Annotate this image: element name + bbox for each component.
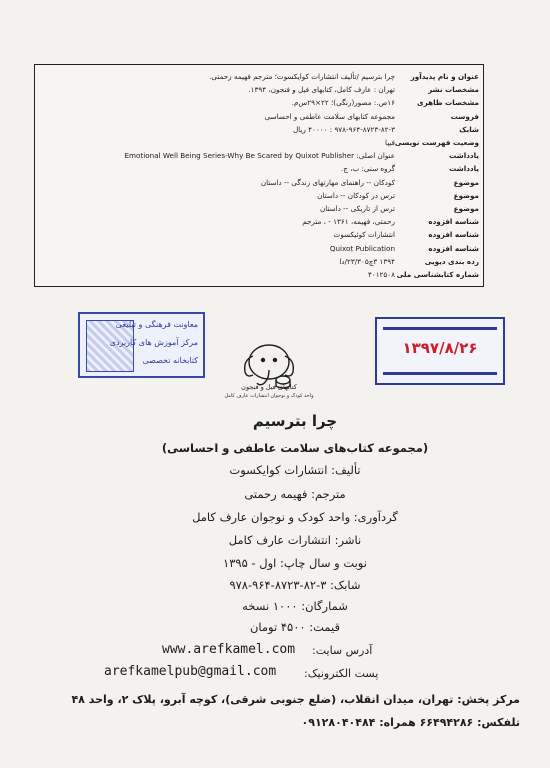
catalog-label: شناسه افزوده [428,217,479,227]
edition-line: نوبت و سال چاپ: اول - ۱۳۹۵ [223,556,367,570]
website-link[interactable]: www.arefkamel.com [162,642,296,657]
date-stamp [375,317,505,385]
catalog-row [35,124,483,136]
catalog-value: Quixot Publication [329,243,395,253]
email-label: پست الکترونیک: [304,667,379,680]
catalog-row [35,137,483,149]
catalog-value: کودکان -- راهنمای مهارتهای زندگی -- داستان [260,177,395,187]
stamp-bar [383,372,497,375]
stamp-line: معاونت فرهنگی و تبلیغی [115,320,198,329]
catalog-row [35,111,483,123]
catalog-value: رحمتی، فهیمه، ۱۳۶۱ - ، مترجم [302,217,395,227]
catalog-label: وضعیت فهرست نویسی [394,138,479,147]
catalog-value: عنوان اصلی: Emotional Well Being Series-Why Be Scared by Quixot Publisher [124,151,395,161]
catalog-label: یادداشت [449,164,479,174]
catalog-label: شناسه افزوده [428,243,479,253]
catalog-value: ۱۳۹۴ ۳چ۲۳/۳۰۵/دا [339,256,395,266]
catalog-value: تهران : عارف کامل، کتابهای فیل و فنجون، ۱۳۹۴. [248,85,395,95]
print-run-line: شمارگان: ۱۰۰۰ نسخه [242,599,348,613]
catalog-row [35,243,483,255]
catalog-row [35,177,483,189]
stamp-date: ۱۳۹۷/۸/۲۶ [402,339,478,357]
catalog-row [35,269,483,281]
author-line: تألیف: انتشارات کوایکسوت [229,463,361,477]
stamp-line: مرکز آموزش های کاربردی [109,338,198,347]
cataloging-box [34,64,484,287]
catalog-label: شابک [459,124,479,134]
stamp-line: کتابخانه تخصصی [142,356,198,365]
catalog-row [35,229,483,241]
catalog-row [35,216,483,228]
catalog-row [35,97,483,109]
phone-line: تلفکس: ۶۶۴۹۴۲۸۶ همراه: ۰۹۱۲۸۰۴۰۴۸۴ [301,716,520,729]
translator-line: مترجم: فهیمه رحمتی [244,487,346,501]
catalog-value: ۴۰۱۲۵۰۸ [367,270,395,279]
catalog-value: ترس در کودکان -- داستان [317,190,395,200]
logo-name: کتابهای فیل و فنجون [241,383,297,391]
catalog-row [35,163,483,175]
catalog-label: مشخصات ظاهری [417,98,479,108]
catalog-row [35,256,483,268]
series-name: (مجموعه کتاب‌های سلامت عاطفی و احساسی) [161,441,429,455]
website-label: آدرس سایت: [312,644,373,657]
catalog-value: ۱۶ص.: مصور(رنگی)؛ ۲۲×۲۹س‌م. [291,98,395,108]
catalog-label: عنوان و نام پدیدآور [410,72,479,81]
publisher-line: ناشر: انتشارات عارف کامل [228,533,362,547]
catalog-value: مجموعه کتابهای سلامت عاطفی و احساسی [264,111,395,121]
isbn-line: شابک: ۳-۸۲-۸۷۲۳-۹۶۴-۹۷۸ [229,578,361,592]
catalog-label: یادداشت [449,151,479,161]
distribution-address: مرکز پخش: تهران، میدان انقلاب، (ضلع جنوبی شرقی)، کوچه آبرو، پلاک ۲، واحد ۴۸ [71,693,520,706]
logo-subtitle: واحد کودک و نوجوان انتشارات عارف کامل [224,393,314,399]
catalog-value: فیپا [385,138,395,147]
catalog-value: ۹۷۸-۹۶۴-۸۷۲۳-۸۲-۳ : ۴۰۰۰۰ ریال [292,124,395,134]
catalog-value: چرا بترسیم /تألیف انتشارات کوایکسوت؛ مترجم فهیمه رحمتی. [209,72,395,81]
library-stamp [78,312,205,378]
email-link[interactable]: arefkamelpub@gmail.com [104,664,277,679]
catalog-label: فروست [450,111,479,121]
catalog-row [35,71,483,83]
catalog-row [35,84,483,96]
catalog-label: شماره کتابشناسی ملی [396,270,479,279]
stamp-bar [383,327,497,330]
catalog-value: ترس از تاریکی -- داستان [319,204,395,213]
catalog-label: شناسه افزوده [428,230,479,240]
catalog-label: موضوع [453,177,479,187]
catalog-row [35,150,483,162]
catalog-label: موضوع [453,190,479,200]
catalog-label: موضوع [453,204,479,213]
catalog-row [35,190,483,202]
compiler-line: گردآوری: واحد کودک و نوجوان عارف کامل [192,510,398,524]
catalog-value: گروه سنی: ب، ج. [340,164,395,174]
catalog-label: مشخصات نشر [428,85,479,95]
price-line: قیمت: ۴۵۰۰ تومان [249,620,341,634]
catalog-row [35,203,483,215]
book-title: چرا بترسیم [252,412,338,430]
catalog-value: انتشارات کوئیکسوت [333,230,395,240]
catalog-label: رده بندی دیویی [424,256,479,266]
